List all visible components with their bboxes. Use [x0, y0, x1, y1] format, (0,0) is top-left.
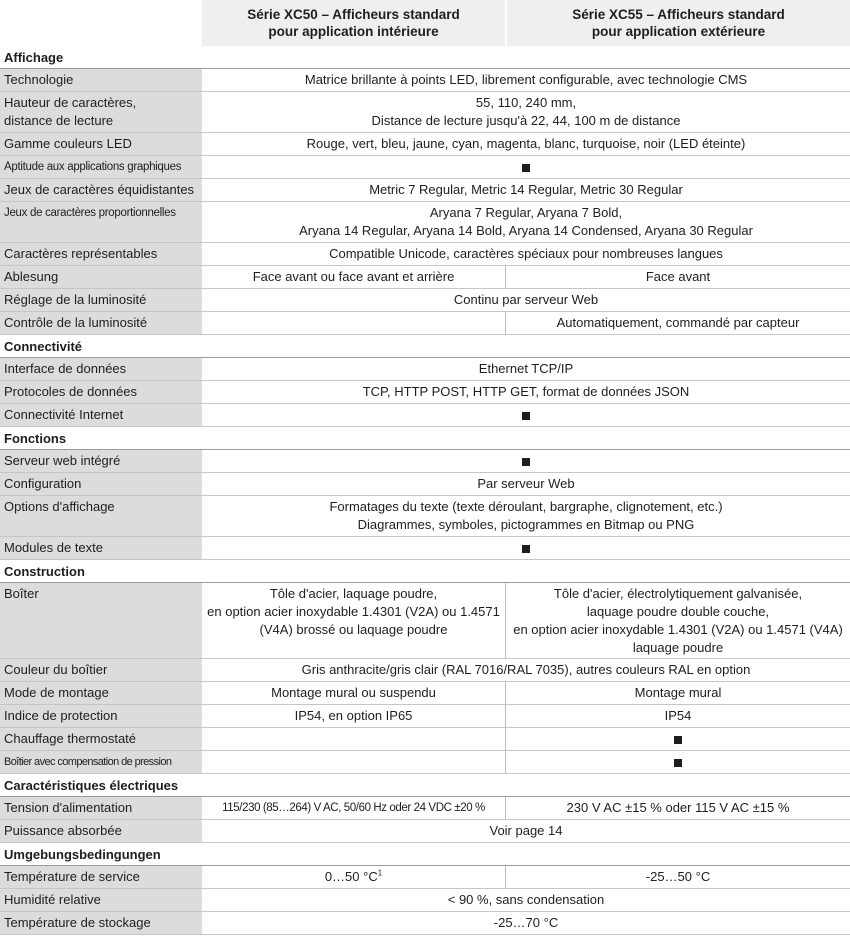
row-value-xc50: 115/230 (85…264) V AC, 50/60 Hz oder 24 VDC ±20 % [202, 797, 506, 819]
row-value: Gris anthracite/gris clair (RAL 7016/RAL 7035), autres couleurs RAL en option [202, 659, 850, 681]
row-value-xc55: IP54 [506, 705, 850, 727]
table-row [0, 289, 850, 312]
row-value: Rouge, vert, bleu, jaune, cyan, magenta, blanc, turquoise, noir (LED éteinte) [202, 133, 850, 155]
row-label: Jeux de caractères proportionnelles [0, 202, 202, 242]
row-label: Options d'affichage [0, 496, 202, 536]
row-label: Humidité relative [0, 889, 202, 911]
table-row [0, 583, 850, 659]
check-square-icon [674, 759, 682, 767]
table-row [0, 473, 850, 496]
row-value: Formatages du texte (texte déroulant, bargraphe, clignotement, etc.) Diagrammes, symboles, pictogrammes en Bitmap ou PNG [202, 496, 850, 536]
table-row [0, 266, 850, 289]
table-row [0, 404, 850, 427]
table-row [0, 381, 850, 404]
table-row [0, 496, 850, 537]
row-label: Gamme couleurs LED [0, 133, 202, 155]
row-label: Boîter [0, 583, 202, 658]
check-square-icon [674, 736, 682, 744]
row-value-xc55: Montage mural [506, 682, 850, 704]
row-value-xc50 [202, 312, 506, 334]
row-value: Continu par serveur Web [202, 289, 850, 311]
row-label: Technologie [0, 69, 202, 91]
row-value-xc50 [202, 728, 506, 750]
row-value-xc55: Face avant [506, 266, 850, 288]
row-value-xc55: Tôle d'acier, électrolytiquement galvanisée, laquage poudre double couche, en option acier inoxydable 1.4301 (V2A) ou 1.4571 (V4A) laquage poudre [506, 583, 850, 658]
row-label: Configuration [0, 473, 202, 495]
table-row [0, 820, 850, 843]
row-value [202, 450, 850, 472]
section-affichage: Affichage [0, 46, 850, 69]
row-value: Voir page 14 [202, 820, 850, 842]
row-label: Protocoles de données [0, 381, 202, 403]
row-value-xc50: Face avant ou face avant et arrière [202, 266, 506, 288]
row-value: Par serveur Web [202, 473, 850, 495]
table-row [0, 133, 850, 156]
table-header [0, 0, 850, 46]
row-label: Réglage de la luminosité [0, 289, 202, 311]
row-label: Indice de protection [0, 705, 202, 727]
section-electriques: Caractéristiques électriques [0, 774, 850, 797]
table-row [0, 797, 850, 820]
row-label: Modules de texte [0, 537, 202, 559]
row-value: Aryana 7 Regular, Aryana 7 Bold, Aryana 14 Regular, Aryana 14 Bold, Aryana 14 Condensed, Aryana 30 Regular [202, 202, 850, 242]
check-square-icon [522, 164, 530, 172]
row-label: Température de stockage [0, 912, 202, 934]
table-row [0, 358, 850, 381]
table-row [0, 312, 850, 335]
row-value [202, 156, 850, 178]
row-label: Ablesung [0, 266, 202, 288]
table-row [0, 69, 850, 92]
row-value: Ethernet TCP/IP [202, 358, 850, 380]
row-value: < 90 %, sans condensation [202, 889, 850, 911]
row-label: Température de service [0, 866, 202, 888]
row-label: Boîtier avec compensation de pression [0, 751, 202, 773]
row-value: 55, 110, 240 mm, Distance de lecture jusqu'à 22, 44, 100 m de distance [202, 92, 850, 132]
table-row [0, 705, 850, 728]
row-label: Couleur du boîtier [0, 659, 202, 681]
row-label: Hauteur de caractères, distance de lecture [0, 92, 202, 132]
row-value [202, 537, 850, 559]
row-label: Caractères représentables [0, 243, 202, 265]
row-value-xc50: IP54, en option IP65 [202, 705, 506, 727]
row-value-xc55 [506, 751, 850, 773]
row-value-xc55 [506, 728, 850, 750]
row-label: Aptitude aux applications graphiques [0, 156, 202, 178]
section-fonctions: Fonctions [0, 427, 850, 450]
row-label: Jeux de caractères équidistantes [0, 179, 202, 201]
table-row [0, 450, 850, 473]
row-value-xc55: 230 V AC ±15 % oder 115 V AC ±15 % [506, 797, 850, 819]
row-value: Matrice brillante à points LED, librement configurable, avec technologie CMS [202, 69, 850, 91]
row-label: Chauffage thermostaté [0, 728, 202, 750]
row-value: TCP, HTTP POST, HTTP GET, format de données JSON [202, 381, 850, 403]
table-row [0, 866, 850, 889]
footnote-marker: 1 [377, 868, 383, 878]
row-label: Serveur web intégré [0, 450, 202, 472]
section-umgebung: Umgebungsbedingungen [0, 843, 850, 866]
temp-service-value: 0…50 °C [324, 869, 378, 884]
table-row [0, 751, 850, 774]
row-value: Compatible Unicode, caractères spéciaux pour nombreuses langues [202, 243, 850, 265]
table-row [0, 92, 850, 133]
table-row [0, 889, 850, 912]
row-value-xc55: Automatiquement, commandé par capteur [506, 312, 850, 334]
row-value: -25…70 °C [202, 912, 850, 934]
row-label: Contrôle de la luminosité [0, 312, 202, 334]
table-row [0, 202, 850, 243]
row-value-xc55: -25…50 °C [506, 866, 850, 888]
check-square-icon [522, 458, 530, 466]
row-label: Tension d'alimentation [0, 797, 202, 819]
table-row [0, 537, 850, 560]
section-construction: Construction [0, 560, 850, 583]
table-row [0, 682, 850, 705]
row-label: Interface de données [0, 358, 202, 380]
table-row [0, 659, 850, 682]
header-xc50: Série XC50 – Afficheurs standard pour application intérieure [202, 0, 507, 46]
check-square-icon [522, 412, 530, 420]
row-value-xc50 [202, 751, 506, 773]
table-row [0, 156, 850, 179]
row-label: Mode de montage [0, 682, 202, 704]
section-connectivite: Connectivité [0, 335, 850, 358]
check-square-icon [522, 545, 530, 553]
row-value [202, 404, 850, 426]
table-row [0, 728, 850, 751]
row-label: Puissance absorbée [0, 820, 202, 842]
header-xc55: Série XC55 – Afficheurs standard pour application extérieure [507, 0, 850, 46]
row-value: Metric 7 Regular, Metric 14 Regular, Metric 30 Regular [202, 179, 850, 201]
row-value-xc50: Montage mural ou suspendu [202, 682, 506, 704]
row-label: Connectivité Internet [0, 404, 202, 426]
table-row [0, 912, 850, 935]
table-row [0, 179, 850, 202]
row-value-xc50 [202, 866, 506, 888]
table-row [0, 243, 850, 266]
row-value-xc50: Tôle d'acier, laquage poudre, en option acier inoxydable 1.4301 (V2A) ou 1.4571 (V4A) brossé ou laquage poudre [202, 583, 506, 658]
